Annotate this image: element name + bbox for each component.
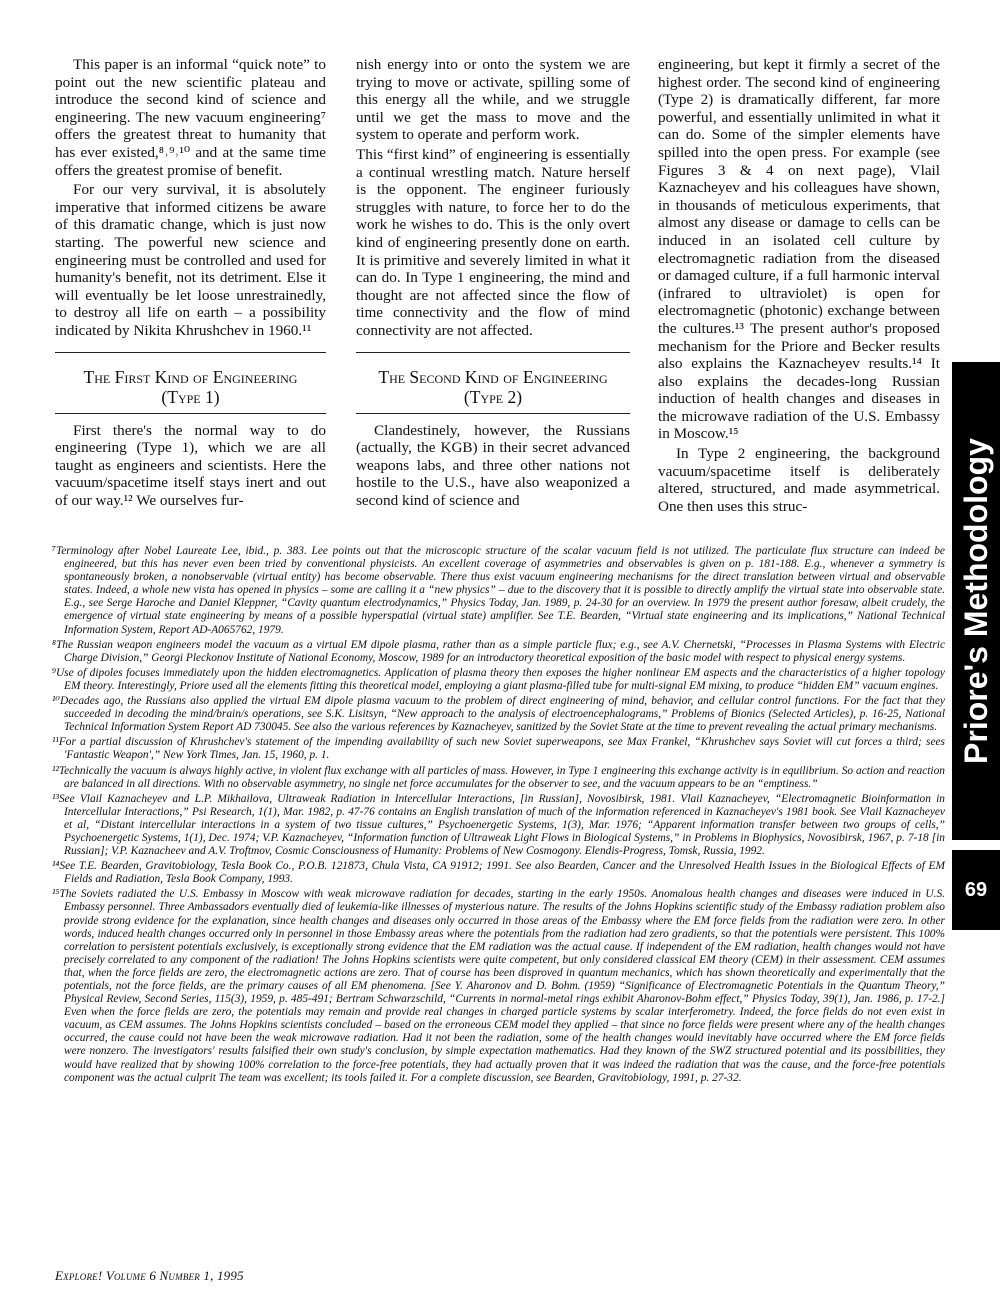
paragraph: For our very survival, it is absolutely imperative that informed citizens be aware of this dramatic change, which is just now starting. The powerful new science and engineering must be controlled and used for humanity's benefit, not its detriment. Else it will eventually be let loose unrestrainedly, to destroy all life on earth – a possibility indicated by Nikita Khrushchev in 1960.¹¹ — [55, 181, 326, 339]
page-footer: Explore! Volume 6 Number 1, 1995 — [55, 1268, 244, 1283]
column-3 — [658, 56, 940, 515]
column-1 — [55, 56, 326, 509]
paragraph: engineering, but kept it firmly a secret of the highest order. The second kind of engineering (Type 2) is dramatically different, far more powerful, and essentially unlimited in what it can do. Some of the simpler elements have spilled into the open press. For example (see Figures 3 & 4 on next page), Vlail Kaznacheyev and his colleagues have shown, in thousands of meticulous experiments, that almost any disease or damage to cells can be induced in an isolated cell culture by electromagnetic radiation from the diseased or damaged culture, if a full harmonic interval (infrared to ultraviolet) is open for electromagnetic (photonic) exchange between the cultures.¹³ The present author's proposed mechanism for the Priore and Becker results also explains the Kaznacheyev results.¹⁴ It also explains the decades-long Russian induction of health changes and diseases in the microwave radiation of the U.S. Embassy in Moscow.¹⁵ — [658, 56, 940, 443]
page-number: 69 — [952, 850, 1000, 930]
heading-title: The Second Kind of Engineering — [378, 366, 608, 387]
footnote-10: ¹⁰Decades ago, the Russians also applied the virtual EM dipole plasma vacuum to the problem of direct engineering of mind, behavior, and cellular control functions. For the fact that they succeeded in decoding the mind/brain/s operations, see S.K. Lisitsyn, “New approach to the analysis of electroencephalograms,” Problems of Bionics (Selected Articles), p. 16-25, National Technical Information System Report AD 730045. See also the various references by Kaznacheyev, sanitized by the Soviet State at the time to prevent revealing the actual primary mechanisms. — [52, 695, 945, 734]
footnote-9: ⁹Use of dipoles focuses immediately upon the hidden electromagnetics. Application of plasma theory then exposes the higher nonlinear EM aspects and the characteristics of a higher topology EM theory. Interestingly, Priore used all the elements fitting this theoretical model, employing a giant plasma-filled tube for multi-signal EM mixing, to produce “hidden EM” vacuum engines. — [52, 666, 945, 692]
footnote-11: ¹¹For a partial discussion of Khrushchev's statement of the impending availability of such new Soviet superweapons, see Max Frankel, “Khrushchev says Soviet will cut forces a third; sees 'Fantastic Weapon',” New York Times, Jan. 15, 1960, p. 1. — [52, 736, 945, 762]
heading-subtitle: (Type 1) — [161, 386, 220, 407]
paragraph: This paper is an informal “quick note” to point out the new scientific plateau and introduce the second kind of science and engineering. The new vacuum engineering⁷ offers the greatest threat to humanity that has ever existed,⁸˒⁹˒¹⁰ and at the same time offers the greatest promise of benefit. — [55, 56, 326, 179]
paragraph: In Type 2 engineering, the background vacuum/spacetime itself is deliberately altered, structured, and made asymmetrical. One then uses this struc- — [658, 445, 940, 515]
paragraph: nish energy into or onto the system we are trying to move or activate, spilling some of this energy all the while, and we struggle until we get the mass to move and the system to operate and perform work. — [356, 56, 630, 144]
heading-subtitle: (Type 2) — [463, 386, 523, 407]
tab-divider — [952, 845, 1000, 848]
side-tab-label: Priore's Methodology — [958, 438, 994, 764]
heading-title: The First Kind of Engineering — [83, 366, 298, 387]
paragraph: Clandestinely, however, the Russians (actually, the KGB) in their secret advanced weapons labs, and three other nations not hostile to the U.S., have also weaponized a second kind of science and — [356, 421, 630, 509]
footnote-8: ⁸The Russian weapon engineers model the vacuum as a virtual EM dipole plasma, rather than as a simple particle flux; e.g., see A.V. Chernetski, “Processes in Plasma Systems with Electric Charge Division,” Georgi Pleckonov Institute of National Economy, Moscow, 1989 for an introductory theoretical exposition of the basic model with respect to physical energy systems. — [52, 638, 945, 664]
footnote-15: ¹⁵The Soviets radiated the U.S. Embassy in Moscow with weak microwave radiation for decades, starting in the early 1950s. Anomalous health changes and diseases were induced in U.S. Embassy personnel. Three Ambassadors eventually died of leukemia-like illnesses of mysterious nature. The results of the Johns Hopkins scientific study of the Embassy radiation problem also provide strong evidence for the explanation, since health changes and diseases only occurred in those areas of the Embassy where the EM force fields from the radiation were zero. In other words, induced health changes occurred only in personnel in those Embassy areas where the potentials from the radiation had zero gradients, so that the potentials were persistent. This 100% correlation to persistent potentials exclusively, is exceptionally strong evidence that the EM radiation was the actual cause. If independent of the EM radiation, health changes would not have precisely correlated to any component of the radiation! The Johns Hopkins scientists were quite competent, but only considered classical EM theory (CEM) in their assessment. CEM assumes that, when the force fields are zero, the electromagnetic actions are zero. That of course has been disproved in quantum mechanics, which has shown theoretically and experimentally that the potentials, not the force fields, are the primary causes of all EM phenomena. [See Y. Aharonov and D. Bohm. (1959) “Significance of Electromagnetic Potentials in the Quantum Theory,” Physical Review, Second Series, 115(3), 1959, p. 485-491; Bertram Schwarzschild, “Currents in normal-metal rings exhibit Aharonov-Bohm effect,” Physics Today, 39(1), Jan. 1986, p. 17-2.] Even when the force fields are zero, the potentials may remain and provide real changes in charged particle systems by scalar interferometry. Indeed, the force fields do not even exist in vacuum, as CEM assumes. The Johns Hopkins scientists concluded – based on the erroneous CEM model they applied – that since no force fields were present where any of the health changes occurred, the cause could not have been the weak microwave radiation. Had it not been the radiation, some of the health changes would inevitably have occurred where the EM force fields were nonzero. The investigators' results falsified their own study's conclusion, by simple expectation mathematics. Had they known of the SWZ structured potential and its possibilities, they would have realized that by showing 100% correlation to the force-free potentials, they had actually proven that it was indeed the radiation that was the cause, and the force-free potentials component was the actual culprit The team was excellent; its tools failed it. For a complete discussion, see Bearden, Gravitobiology, 1991, p. 27-32. — [52, 888, 945, 1084]
footnotes — [52, 545, 945, 1087]
footnote-7: ⁷Terminology after Nobel Laureate Lee, ibid., p. 383. Lee points out that the microscopic structure of the scalar vacuum field is not utilized. The particulate flux structure can indeed be engineered, but this has never even been tried by conventional physicists. An excellent coverage of asymmetries and observables is given on p. 181-188. E.g., whenever a symmetry is spontaneously broken, a nonobservable (virtual entity) has become observable. There thus exist vacuum engineering mechanisms for the direct translation between virtual and observable states. Indeed, a whole new vista has opened in physics – some are calling it a “new physics” – due to the discovery that it is possible to directly amplify the virtual state into observable state. E.g., see Serge Haroche and Daniel Kleppner, “Cavity quantum electrodynamics,” Physics Today, Jan. 1989, p. 24-30 for an overview. In 1979 the present author foresaw, albeit crudely, the emergence of virtual state engineering by means of a possible hyperspatial (virtual state) amplifier. See T.E. Bearden, “Virtual state engineering and its implications,” National Technical Information System, Report AD-A065762, 1979. — [52, 545, 945, 636]
paragraph: First there's the normal way to do engineering (Type 1), which we are all taught as engineers and scientists. Here the vacuum/spacetime itself stays inert and out of our way.¹² We ourselves fur- — [55, 421, 326, 509]
footnote-14: ¹⁴See T.E. Bearden, Gravitobiology, Tesla Book Co., P.O.B. 121873, Chula Vista, CA 91912; 1991. See also Bearden, Cancer and the Unresolved Health Issues in the Biological Effects of EM Fields and Radiation, Tesla Book Company, 1993. — [52, 860, 945, 886]
side-tab — [952, 362, 1000, 840]
paragraph: This “first kind” of engineering is essentially a continual wrestling match. Nature herself is the opponent. The engineer furiously struggles with nature, to force her to do the work he wishes to do. This is the only overt kind of engineering presently done on earth. It is primitive and severely limited in what it can do. In Type 1 engineering, the mind and thought are not affected since the flow of time connectivity and the flow of mind connectivity are not affected. — [356, 145, 630, 339]
footnote-12: ¹²Technically the vacuum is always highly active, in violent flux exchange with all particles of mass. However, in Type 1 engineering this exchange activity is in equilibrium. So action and reaction are balanced in all directions. With no observable asymmetry, no single net force accumulates for the observer to see, and the vacuum appears to be an “emptiness.” — [52, 764, 945, 790]
section-heading-type-2 — [356, 352, 630, 414]
section-heading-type-1 — [55, 352, 326, 414]
footnote-13: ¹³See Vlail Kaznacheyev and L.P. Mikhailova, Ultraweak Radiation in Intercellular Interactions, [in Russian], Novosibirsk, 1981. Vlail Kaznacheyev, “Electromagnetic Bioinformation in Intercellular Interactions,” Psi Research, 1(1), Mar. 1982, p. 47-76 contains an English translation of much of the information referenced in Kaznacheyev's 1981 book. See Vlail Kaznacheyev et al, “Distant intercellular interactions in a system of two tissue cultures,” Psychoenergetic Systems, 1(3), Mar. 1976; “Apparent information transfer between two groups of cells,” Psychoenergetic Systems, 1(1), Dec. 1974; V.P. Kaznacheyev, “Information function of Ultraweak Light Flows in Biological Systems,” in Problems in Biophysics, Novosibirsk, 1967, p. 7-18 [in Russian]; V.P. Kaznacheev and A.V. Troftmov, Cosmic Consciousness of Humanity: Problems of New Cosmogony. Elendis-Progress, Tomsk, Russia, 1992. — [52, 792, 945, 858]
column-2 — [356, 56, 630, 509]
